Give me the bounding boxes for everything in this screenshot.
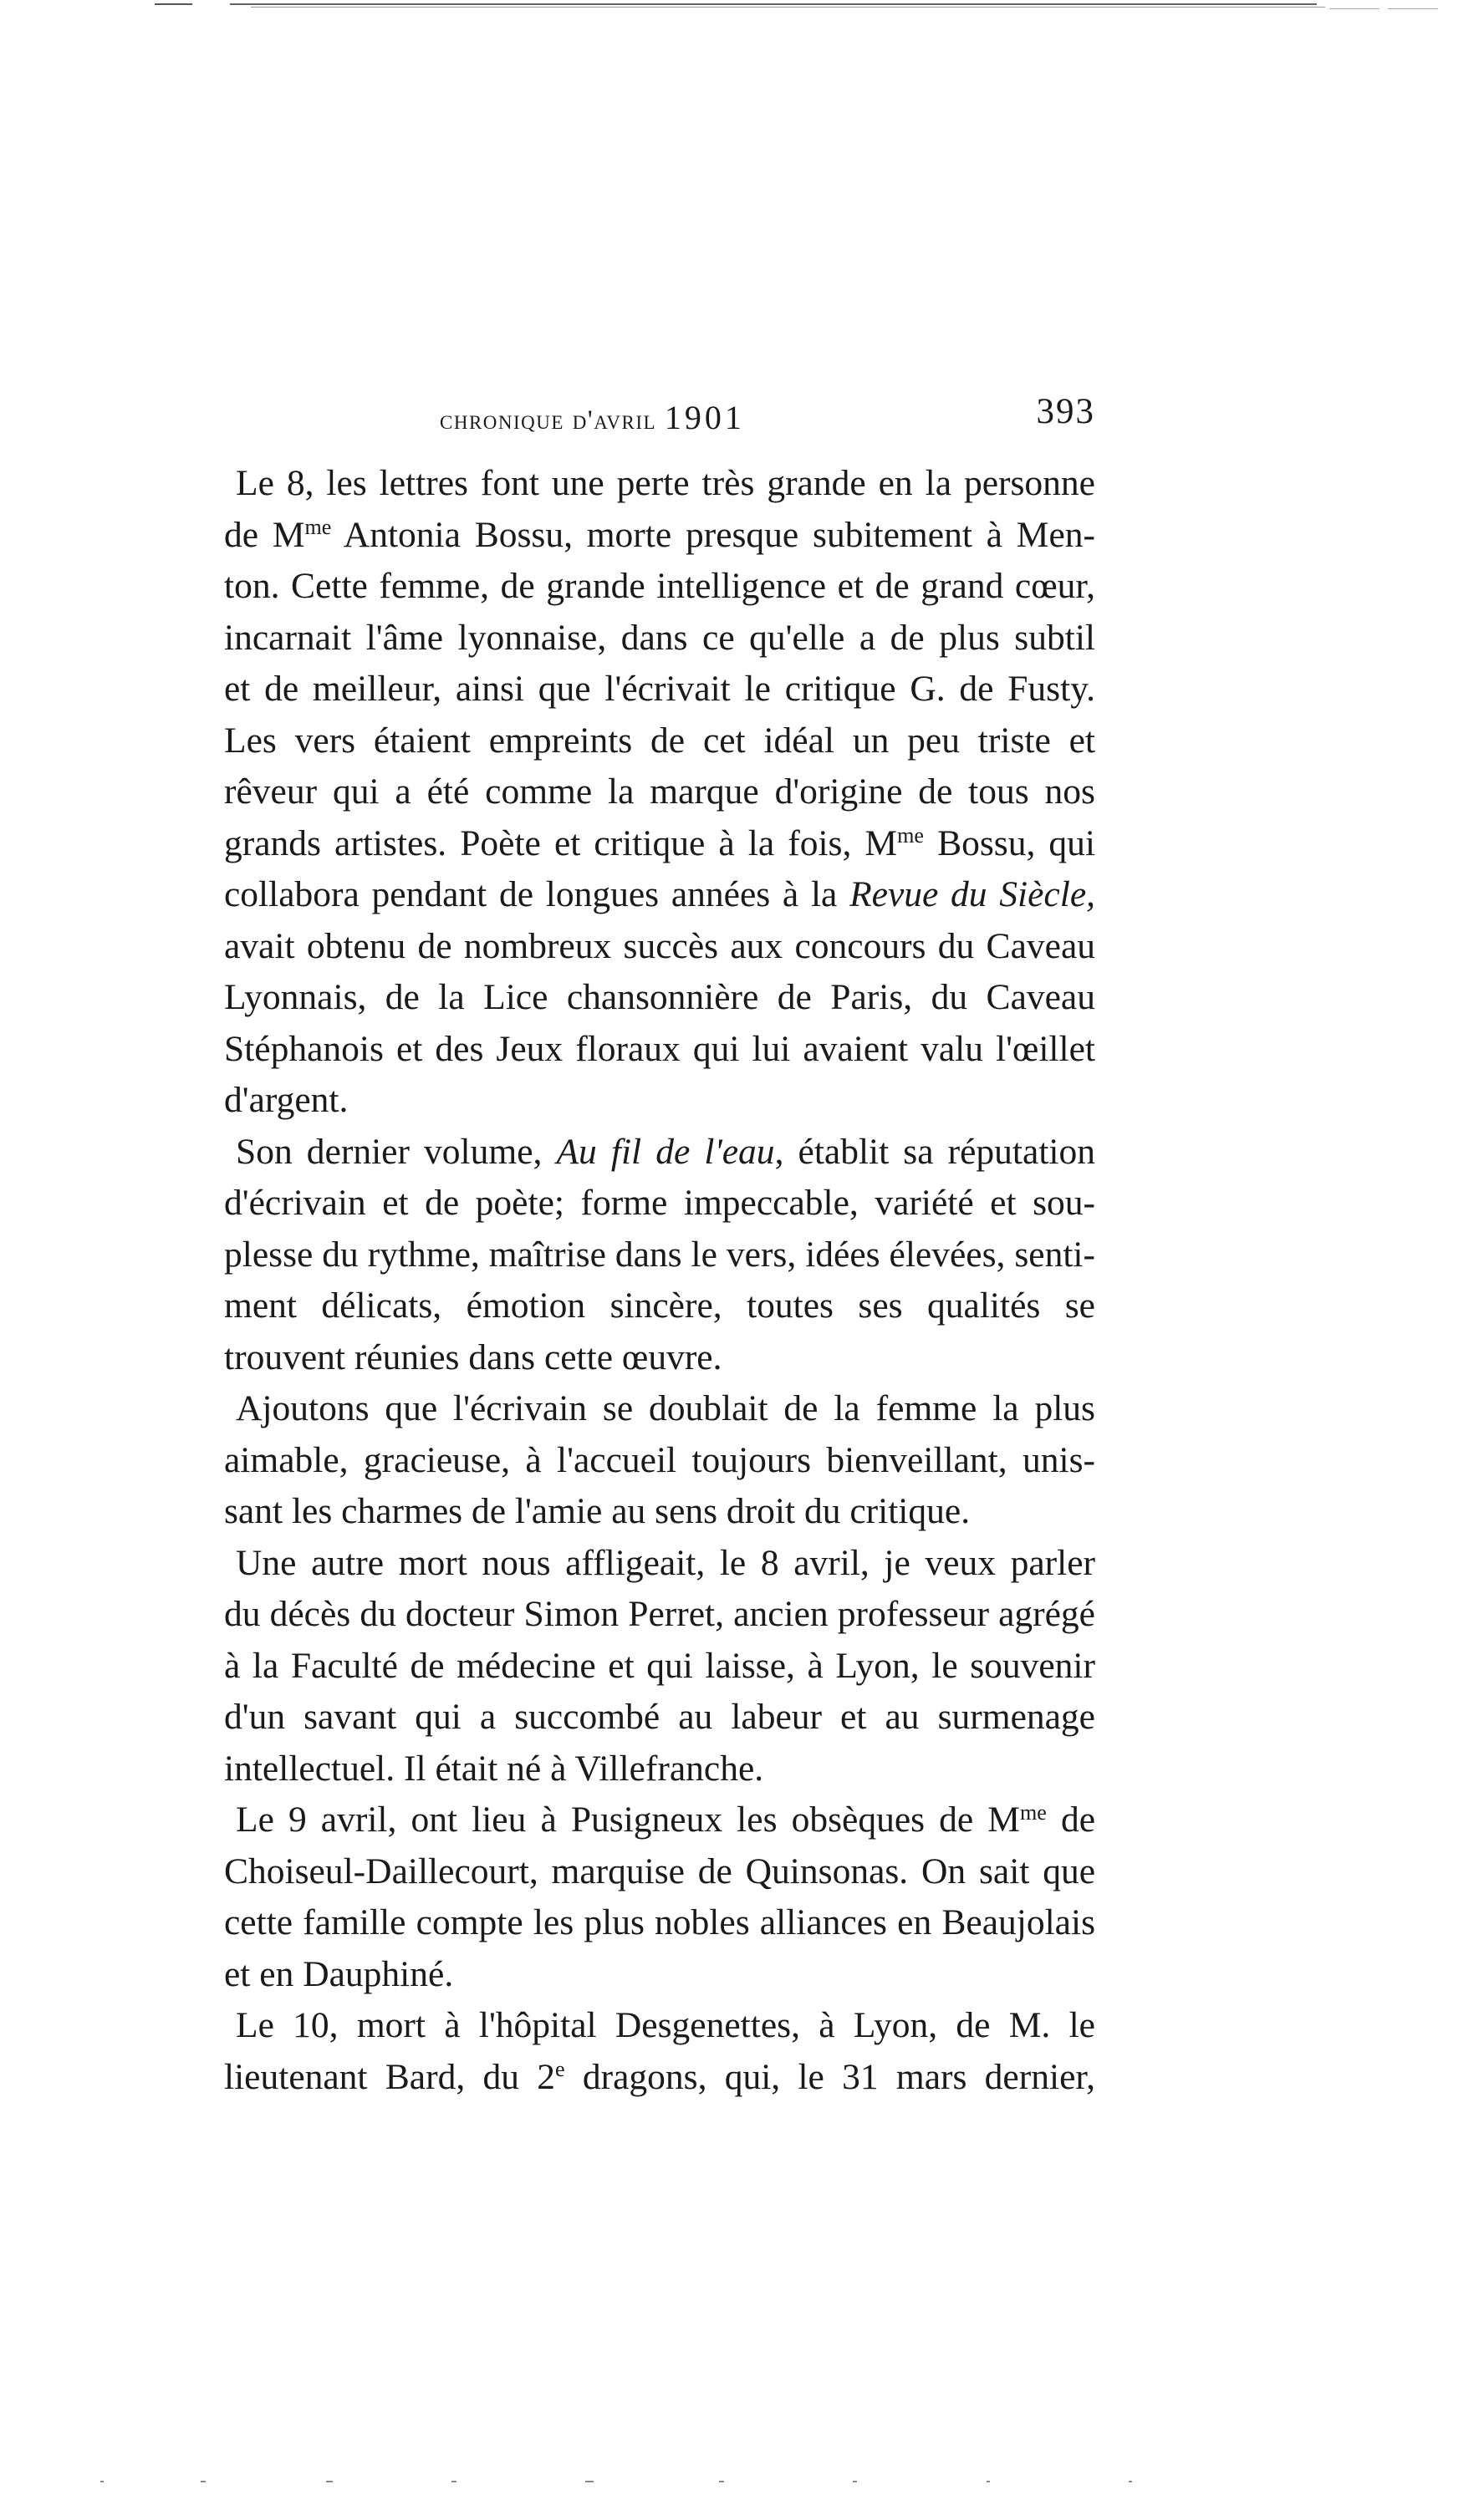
- running-title: [440, 398, 745, 437]
- text-line: ton. Cette femme, de grande intelligence et de grand cœur,: [224, 566, 1095, 606]
- text-line: Une autre mort nous affligeait, le 8 avril, je veux parler: [236, 1542, 1095, 1583]
- text-line: Stéphanois et des Jeux floraux qui lui avaient valu l'œillet: [224, 1028, 1095, 1069]
- speck: [326, 2481, 333, 2482]
- text-line: d'écrivain et de poète; forme impeccable, variété et sou-: [224, 1183, 1095, 1223]
- text-run: grands artistes. Poète et critique à la fois, M: [224, 822, 898, 863]
- text-run: Bossu, qui: [924, 822, 1095, 863]
- text-line: Le 8, les lettres font une perte très grande en la personne: [236, 463, 1095, 503]
- top-rule-long: [230, 3, 1317, 5]
- speck: [1129, 2481, 1132, 2482]
- text-line: cette famille compte les plus nobles alliances en Beaujolais: [224, 1902, 1095, 1942]
- text-line: [224, 1127, 1095, 1179]
- running-title-text: chronique d'avril: [440, 405, 657, 435]
- text-line: à la Faculté de médecine et qui laisse, à Lyon, le souvenir: [224, 1645, 1095, 1686]
- text-run: Antonia Bossu, morte presque subitement à Men-: [331, 514, 1095, 555]
- italic-title: Revue du Siècle,: [849, 874, 1095, 914]
- speck: [853, 2481, 857, 2482]
- superscript: me: [1019, 1800, 1047, 1825]
- text-run: de: [1046, 1800, 1095, 1840]
- speck: [585, 2481, 594, 2482]
- text-run: dragons, qui, le 31 mars dernier,: [564, 2056, 1095, 2097]
- running-title-year: 1901: [664, 399, 745, 436]
- text-line: Ajoutons que l'écrivain se doublait de la femme la plus: [236, 1388, 1095, 1428]
- speck: [451, 2481, 456, 2482]
- text-line: [224, 2052, 1095, 2104]
- bottom-scan-specks: [100, 2481, 1271, 2486]
- text-run: collabora pendant de longues années à la: [224, 874, 850, 914]
- text-line: avait obtenu de nombreux succès aux concours du Caveau: [224, 925, 1095, 966]
- top-rule-short: [155, 3, 192, 5]
- speck: [201, 2481, 206, 2482]
- superscript: me: [304, 515, 332, 540]
- paragraph-5: [224, 1795, 1095, 2000]
- text-line: plesse du rythme, maîtrise dans le vers, idées élevées, senti-: [224, 1234, 1095, 1275]
- text-run: Son dernier volume,: [236, 1131, 557, 1172]
- body-text: [224, 458, 1095, 2103]
- text-line: du décès du docteur Simon Perret, ancien professeur agrégé: [224, 1594, 1095, 1634]
- text-line: Les vers étaient empreints de cet idéal un peu triste et: [224, 720, 1095, 761]
- text-line: ment délicats, émotion sincère, toutes ses qualités se: [224, 1285, 1095, 1326]
- text-line: rêveur qui a été comme la marque d'origine de tous nos: [224, 771, 1095, 812]
- text-line: incarnait l'âme lyonnaise, dans ce qu'elle a de plus subtil: [224, 617, 1095, 658]
- text-run: , établit sa réputation: [774, 1131, 1095, 1172]
- paragraph-2: [224, 1127, 1095, 1384]
- speck: [100, 2481, 104, 2482]
- text-line: aimable, gracieuse, à l'accueil toujours bienveillant, unis-: [224, 1439, 1095, 1480]
- paragraph-6: [224, 2000, 1095, 2103]
- text-line: [224, 869, 1095, 921]
- text-run: Le 9 avril, ont lieu à Pusigneux les obsèques de M: [236, 1800, 1020, 1840]
- text-line: trouvent réunies dans cette œuvre.: [224, 1336, 722, 1377]
- text-line: et de meilleur, ainsi que l'écrivait le critique G. de Fusty.: [224, 669, 1095, 709]
- text-line: [224, 1795, 1095, 1846]
- speck: [719, 2481, 724, 2482]
- paragraph-1: [224, 458, 1095, 1127]
- text-line: d'argent.: [224, 1080, 349, 1120]
- text-line: Lyonnais, de la Lice chansonnière de Paris, du Caveau: [224, 977, 1095, 1017]
- text-line: intellectuel. Il était né à Villefranche.: [224, 1748, 764, 1789]
- top-rule-thin: [251, 7, 1325, 8]
- running-head: [224, 391, 1095, 450]
- text-line: et en Dauphiné.: [224, 1953, 454, 1994]
- text-line: Le 10, mort à l'hôpital Desgenettes, à Lyon, de M. le: [236, 2005, 1095, 2045]
- page-number: 393: [1036, 392, 1095, 431]
- text-run: de M: [224, 514, 305, 555]
- top-rule-fragment-a: [1329, 8, 1380, 9]
- speck: [987, 2481, 990, 2482]
- text-line: [224, 510, 1095, 562]
- text-line: d'un savant qui a succombé au labeur et au surmenage: [224, 1697, 1095, 1737]
- text-line: sant les charmes de l'amie au sens droit du critique.: [224, 1491, 971, 1531]
- paragraph-3: [224, 1383, 1095, 1538]
- text-line: [224, 818, 1095, 870]
- italic-title: Au fil de l'eau: [556, 1131, 775, 1172]
- superscript: me: [897, 823, 924, 848]
- text-line: Choiseul-Daillecourt, marquise de Quinsonas. On sait que: [224, 1851, 1095, 1891]
- superscript: e: [555, 2057, 565, 2082]
- text-run: lieutenant Bard, du 2: [224, 2056, 555, 2097]
- top-rule-fragment-b: [1388, 8, 1438, 9]
- paragraph-4: [224, 1538, 1095, 1795]
